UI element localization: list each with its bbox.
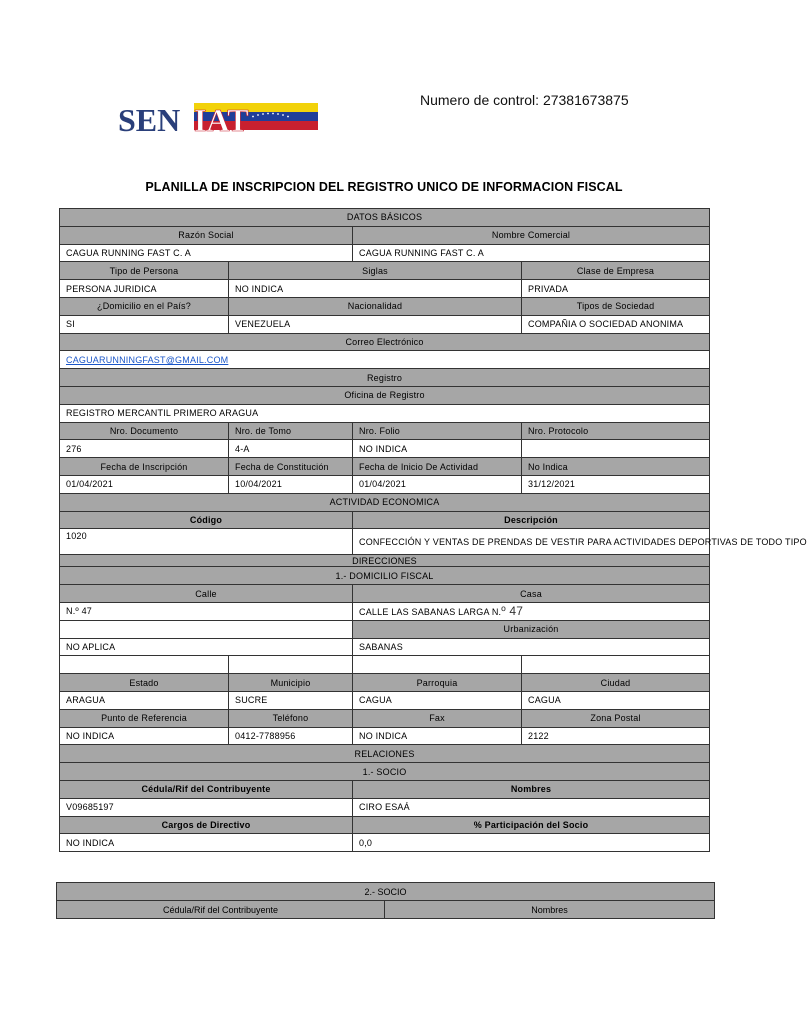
tipo-persona-value: PERSONA JURIDICA bbox=[60, 280, 229, 298]
tipo-persona-label: Tipo de Persona bbox=[60, 262, 229, 280]
seniat-logo bbox=[118, 101, 318, 138]
clase-empresa-value: PRIVADA bbox=[522, 280, 710, 298]
participacion-label: % Participación del Socio bbox=[353, 816, 710, 834]
section-relaciones: RELACIONES bbox=[60, 745, 710, 763]
calle-label: Calle bbox=[60, 585, 353, 603]
parroquia-label: Parroquia bbox=[353, 674, 522, 692]
nacionalidad-label: Nacionalidad bbox=[229, 297, 522, 315]
socio-1-label: 1.- SOCIO bbox=[60, 763, 710, 781]
domicilio-fiscal-label: 1.- DOMICILIO FISCAL bbox=[60, 567, 710, 585]
cedula-value: V09685197 bbox=[60, 798, 353, 816]
punto-referencia-label: Punto de Referencia bbox=[60, 709, 229, 727]
socio-2-label: 2.- SOCIO bbox=[57, 883, 715, 901]
fax-label: Fax bbox=[353, 709, 522, 727]
descripcion-value: CONFECCIÓN Y VENTAS DE PRENDAS DE VESTIR PARA ACTIVIDADES DEPORTIVAS DE TODO TIPO bbox=[353, 529, 710, 555]
control-number-value: 27381673875 bbox=[542, 92, 629, 108]
seniat-logo-graphic bbox=[118, 101, 318, 138]
punto-referencia-value: NO INDICA bbox=[60, 727, 229, 745]
nro-protocolo-value bbox=[522, 440, 710, 458]
cargos-value: NO INDICA bbox=[60, 834, 353, 852]
blank-cell-1 bbox=[60, 656, 229, 674]
tipos-sociedad-value: COMPAÑIA O SOCIEDAD ANONIMA bbox=[522, 315, 710, 333]
calle-value: N.º 47 bbox=[60, 602, 353, 620]
municipio-value: SUCRE bbox=[229, 691, 353, 709]
oficina-registro-value: REGISTRO MERCANTIL PRIMERO ARAGUA bbox=[60, 404, 710, 422]
section-registro: Registro bbox=[60, 369, 710, 387]
socio-2-table bbox=[56, 882, 715, 919]
domicilio-label: ¿Domicilio en el País? bbox=[60, 297, 229, 315]
blank-cell-4 bbox=[522, 656, 710, 674]
section-actividad-economica: ACTIVIDAD ECONOMICA bbox=[60, 493, 710, 511]
fax-value: NO INDICA bbox=[353, 727, 522, 745]
municipio-label: Municipio bbox=[229, 674, 353, 692]
calle-empty bbox=[60, 620, 353, 638]
descripcion-label: Descripción bbox=[353, 511, 710, 529]
nro-folio-label: Nro. Folio bbox=[353, 422, 522, 440]
tipos-sociedad-label: Tipos de Sociedad bbox=[522, 297, 710, 315]
nacionalidad-value: VENEZUELA bbox=[229, 315, 522, 333]
no-indica-label: No Indica bbox=[522, 458, 710, 476]
parroquia-value: CAGUA bbox=[353, 691, 522, 709]
nombres-value: CIRO ESAÁ bbox=[353, 798, 710, 816]
siglas-value: NO INDICA bbox=[229, 280, 522, 298]
control-number-label: Numero de control: bbox=[420, 92, 540, 108]
section-datos-basicos: DATOS BÁSICOS bbox=[60, 209, 710, 227]
fecha-inscripcion-value: 01/04/2021 bbox=[60, 475, 229, 493]
oficina-registro-label: Oficina de Registro bbox=[60, 386, 710, 404]
fecha-constitucion-value: 10/04/2021 bbox=[229, 475, 353, 493]
section-direcciones: DIRECCIONES bbox=[60, 555, 710, 567]
clase-empresa-label: Clase de Empresa bbox=[522, 262, 710, 280]
ciudad-value: CAGUA bbox=[522, 691, 710, 709]
razon-social-value: CAGUA RUNNING FAST C. A bbox=[60, 244, 353, 262]
casa-value bbox=[353, 602, 710, 620]
correo-label: Correo Electrónico bbox=[60, 333, 710, 351]
nro-tomo-value: 4-A bbox=[229, 440, 353, 458]
urbanizacion-label: Urbanización bbox=[353, 620, 710, 638]
cedula-2-label: Cédula/Rif del Contribuyente bbox=[57, 901, 385, 919]
nombres-label: Nombres bbox=[353, 780, 710, 798]
participacion-value: 0,0 bbox=[353, 834, 710, 852]
rif-registration-form bbox=[59, 208, 807, 852]
fecha-inicio-value: 01/04/2021 bbox=[353, 475, 522, 493]
estado-label: Estado bbox=[60, 674, 229, 692]
cargos-label: Cargos de Directivo bbox=[60, 816, 353, 834]
fecha-inicio-label: Fecha de Inicio De Actividad bbox=[353, 458, 522, 476]
logo-text-iat: IAT bbox=[194, 102, 249, 138]
correo-link[interactable]: CAGUARUNNINGFAST@GMAIL.COM bbox=[60, 351, 710, 369]
cedula-label: Cédula/Rif del Contribuyente bbox=[60, 780, 353, 798]
estado-value: ARAGUA bbox=[60, 691, 229, 709]
blank-cell-3 bbox=[353, 656, 522, 674]
telefono-value: 0412-7788956 bbox=[229, 727, 353, 745]
zona-postal-value: 2122 bbox=[522, 727, 710, 745]
telefono-label: Teléfono bbox=[229, 709, 353, 727]
urbanizacion-value: SABANAS bbox=[353, 638, 710, 656]
fecha-extra-value: 31/12/2021 bbox=[522, 475, 710, 493]
nombres-2-label: Nombres bbox=[385, 901, 715, 919]
codigo-value: 1020 bbox=[60, 529, 353, 555]
nro-documento-value: 276 bbox=[60, 440, 229, 458]
ciudad-label: Ciudad bbox=[522, 674, 710, 692]
logo-text-sen: SEN bbox=[118, 102, 181, 138]
nro-documento-label: Nro. Documento bbox=[60, 422, 229, 440]
control-number bbox=[420, 92, 629, 108]
casa-text: CALLE LAS SABANAS LARGA N. bbox=[359, 607, 502, 618]
razon-social-label: Razón Social bbox=[60, 226, 353, 244]
nombre-comercial-value: CAGUA RUNNING FAST C. A bbox=[353, 244, 710, 262]
nombre-comercial-label: Nombre Comercial bbox=[353, 226, 710, 244]
casa-label: Casa bbox=[353, 585, 710, 603]
fecha-inscripcion-label: Fecha de Inscripción bbox=[60, 458, 229, 476]
siglas-label: Siglas bbox=[229, 262, 522, 280]
nro-tomo-label: Nro. de Tomo bbox=[229, 422, 353, 440]
blank-cell-2 bbox=[229, 656, 353, 674]
nro-protocolo-label: Nro. Protocolo bbox=[522, 422, 710, 440]
calle-extra-value: NO APLICA bbox=[60, 638, 353, 656]
zona-postal-label: Zona Postal bbox=[522, 709, 710, 727]
casa-number: º 47 bbox=[501, 604, 524, 619]
domicilio-value: SI bbox=[60, 315, 229, 333]
fecha-constitucion-label: Fecha de Constitución bbox=[229, 458, 353, 476]
nro-folio-value: NO INDICA bbox=[353, 440, 522, 458]
page-title: PLANILLA DE INSCRIPCION DEL REGISTRO UNICO DE INFORMACION FISCAL bbox=[145, 180, 623, 194]
codigo-label: Código bbox=[60, 511, 353, 529]
